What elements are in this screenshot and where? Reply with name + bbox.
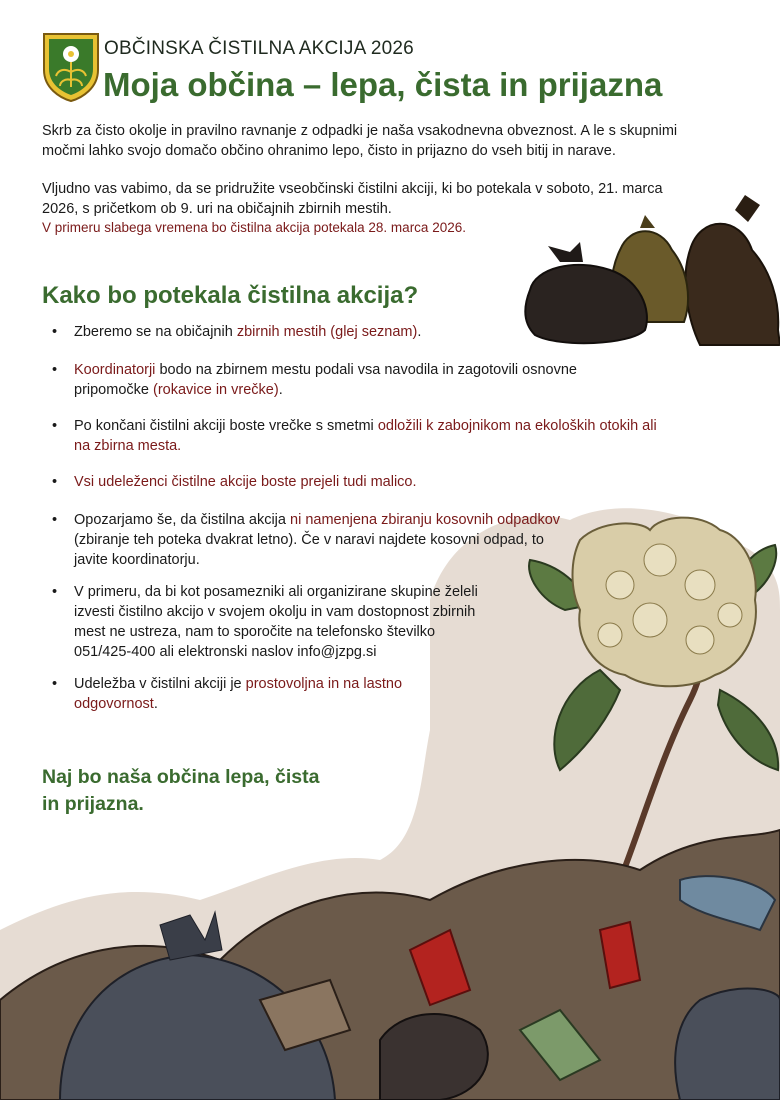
bullet-dot: • xyxy=(52,676,58,692)
invitation-line-1: Vljudno vas vabimo, da se pridružite vseobčinski čistilni akciji, ki bo potekala v soboto, 21. marca xyxy=(42,181,663,197)
closing-line-1: Naj bo naša občina lepa, čista xyxy=(42,766,320,788)
contact-info: 051/425-400 ali elektronski naslov info@jzpg.si xyxy=(74,644,377,660)
bullet-dot: • xyxy=(52,512,58,528)
collection-points-link: zbirnih mestih (glej seznam) xyxy=(236,324,418,340)
bullet-dot: • xyxy=(52,584,58,600)
bullet-dot: • xyxy=(52,324,58,340)
weather-note: V primeru slabega vremena bo čistilna akcija potekala 28. marca 2026. xyxy=(42,220,466,235)
bullet-dot: • xyxy=(52,474,58,490)
invitation-line-2: 2026, s pričetkom ob 9. uri na običajnih zbirnih mestih. xyxy=(42,201,392,217)
closing-slogan xyxy=(42,764,319,818)
intro-line-2: močmi lahko svojo domačo občino ohranimo lepo, čisto in prijazno do vseh bitij in narave. xyxy=(42,143,616,159)
campaign-kicker: OBČINSKA ČISTILNA AKCIJA 2026 xyxy=(104,38,414,59)
closing-line-2: in prijazna. xyxy=(42,793,144,815)
page-title: Moja občina – lepa, čista in prijazna xyxy=(103,66,663,103)
section-heading: Kako bo potekala čistilna akcija? xyxy=(42,282,419,309)
bullet-dot: • xyxy=(52,418,58,434)
bullet-dot: • xyxy=(52,362,58,378)
intro-line-1: Skrb za čisto okolje in pravilno ravnanje z odpadki je naša vsakodnevna obveznost. A le s skupnimi xyxy=(42,123,678,139)
municipality-crest-icon xyxy=(42,32,100,102)
